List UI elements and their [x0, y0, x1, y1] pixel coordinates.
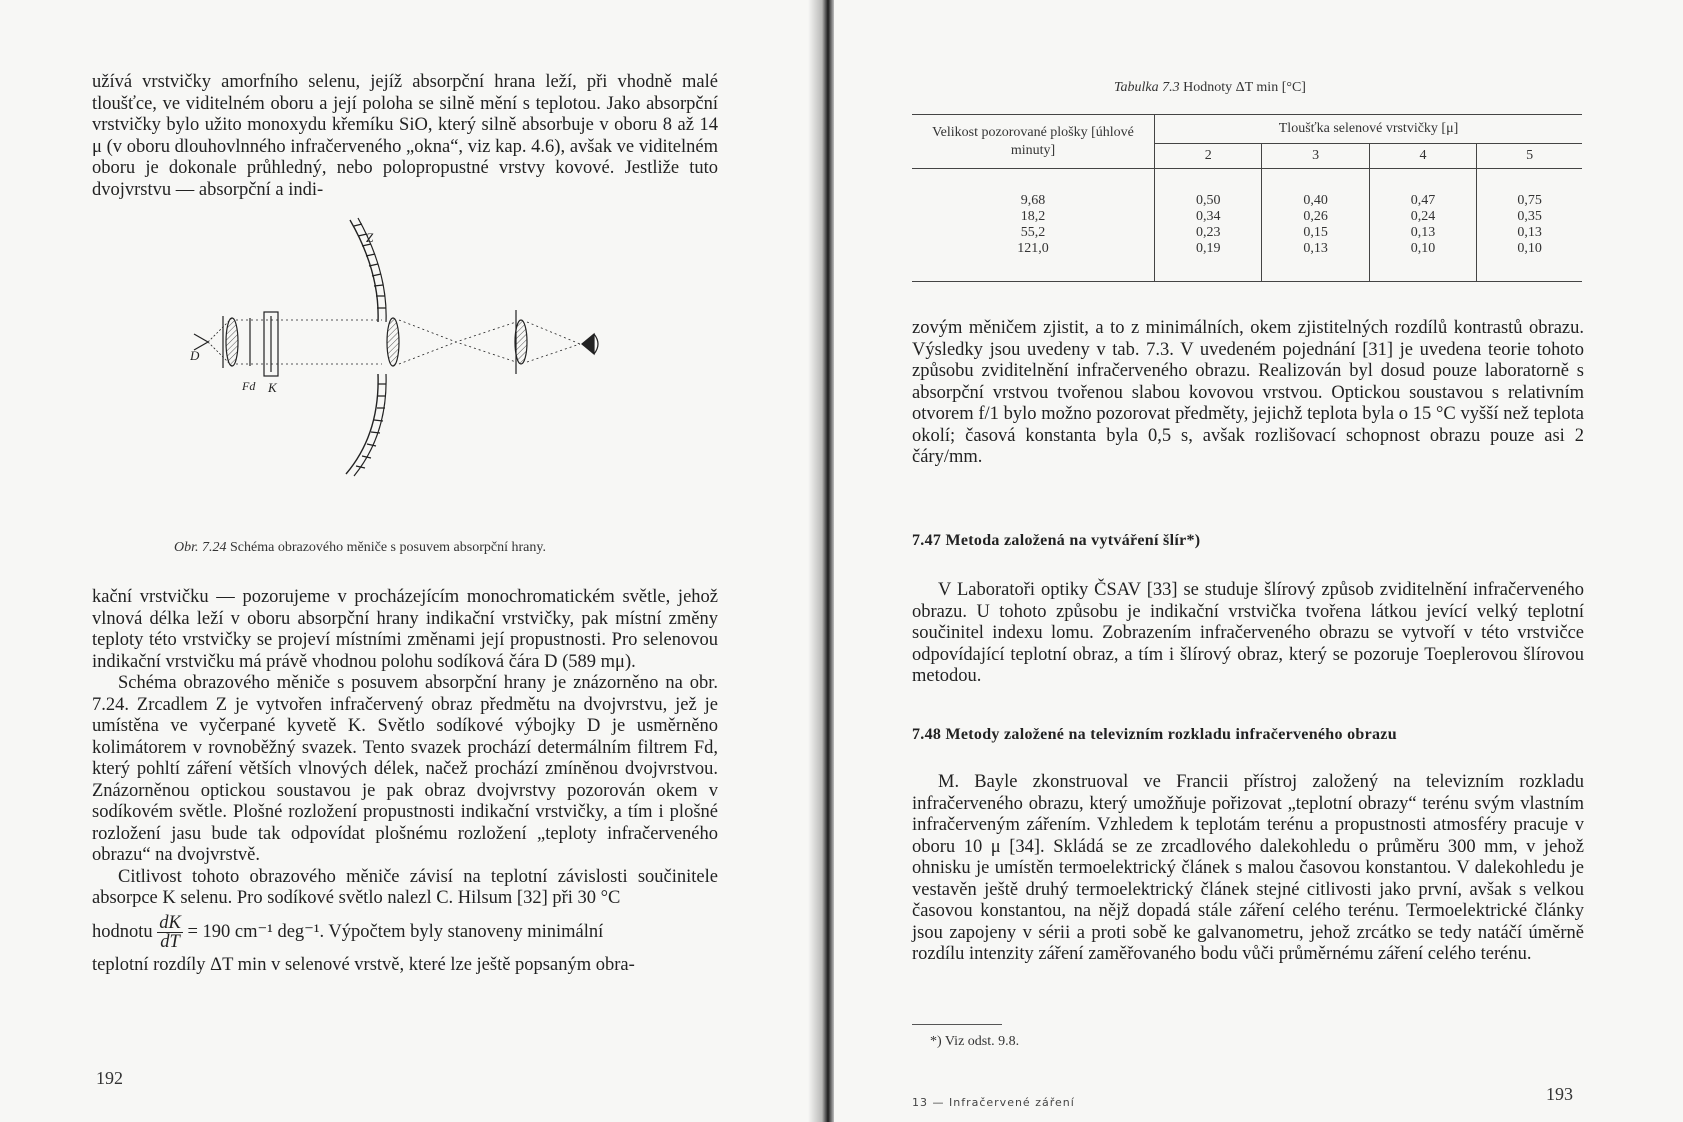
right-page: [834, 0, 1683, 1122]
optical-schematic-figure: [190, 212, 630, 487]
figure-label-k: K: [268, 380, 277, 395]
paragraph-right-2: V Laboratoři optiky ČSAV [33] se studuje šlírový způsob zviditelnění infračerveného obrazu. U tohoto způsobu je indikační vrstvička tvořena látkou jevící velký teplotní součinitel indexu lomu. Zobrazením infračerveného obrazu se vytvoří v této vrstvičce odpovídající teplotní obraz, a tím i šlírový obraz, který se pozoruje Toeplerovou šlírovou metodou.: [912, 580, 1584, 686]
paragraph-1: kační vrstvičku — pozorujeme v procházejícím monochromatickém světle, jehož vlnová délka leží v oboru absorpční hrany indikační vrstvičky, pak místní změny teploty této vrstvičky se projeví místními změnami její propustnosti. Pro selenovou indikační vrstvičku má právě vhodnou polohu sodíková čára D (589 mμ).: [92, 587, 718, 672]
formula-line: [92, 914, 718, 951]
table-cell: 0,13: [1303, 241, 1328, 256]
table-body-col1: [912, 169, 1155, 282]
table-subheader-4: 4: [1369, 144, 1476, 169]
footnote-rule: [912, 1024, 1002, 1025]
figure-caption-label: Obr. 7.24: [174, 540, 227, 555]
paragraph-right-1: zovým měničem zjistit, a to z minimálních, okem zjistitelných rozdílů kontrastů obrazu. Výsledky jsou uvedeny v tab. 7.3. V uvedeném pojednání [31] je uvedena teorie tohoto způsobu zviditelnění infračerveného obrazu. Realizován byl dosud pouze laboratorně s absorpční vrstvou tvořenou slabou kovovou vrstvou. Optickou soustavou s relativním otvorem f/1 bylo možno pozorovat předměty, jejichž teplota byla o 15 °C vyšší než teplota okolí; časová konstanta byla 0,5 s, avšak rozlišovací schopnost obrazu pouze asi 2 čáry/mm.: [912, 318, 1584, 467]
formula-suffix: = 190 cm⁻¹ deg⁻¹. Výpočtem byly stanoveny minimální: [187, 921, 604, 942]
table-cell: 18,2: [1020, 209, 1046, 224]
footnote: *) Viz odst. 9.8.: [930, 1034, 1020, 1049]
figure-label-z: Z: [366, 230, 374, 245]
formula-numerator: dK: [159, 912, 181, 933]
formula-prefix: hodnotu: [92, 921, 153, 942]
table-body-col2: [1155, 169, 1262, 282]
table-cell: 0,13: [1517, 225, 1542, 240]
table-cell: 0,15: [1303, 225, 1328, 240]
table-cell: 0,35: [1517, 209, 1542, 224]
table-cell: 0,10: [1410, 241, 1436, 256]
table-cell: 121,0: [1017, 241, 1049, 256]
table-group-header: Tloušťka selenové vrstvičky [μ]: [1155, 115, 1583, 144]
figure-label-d: D: [190, 348, 200, 363]
table-cell: 0,23: [1195, 225, 1221, 240]
table-cell: 0,24: [1410, 209, 1436, 224]
body-text-right-top: [912, 318, 1584, 469]
paragraph-last: teplotní rozdíly ΔT min v selenové vrstvě, které lze ještě popsaným obra-: [92, 954, 635, 975]
table-cell: 0,26: [1303, 209, 1328, 224]
table-col1-header: Velikost pozorované plošky [úhlové minuty]: [932, 124, 1134, 158]
table-cell: 0,13: [1410, 225, 1436, 240]
left-page: [0, 0, 826, 1122]
table-subheader-3: 3: [1262, 144, 1369, 169]
table-cell: 55,2: [1020, 225, 1046, 240]
page-number-left: 192: [96, 1068, 123, 1088]
table-cell: 0,47: [1410, 193, 1436, 208]
chapter-footer: 13 — Infračervené záření: [912, 1096, 1075, 1109]
table-body-col5: [1477, 169, 1582, 282]
table-cell: 0,10: [1517, 241, 1542, 256]
table-caption: [1114, 80, 1306, 96]
table-subheader-5: 5: [1477, 144, 1582, 169]
figure-label-fd: Fd: [242, 379, 256, 393]
table-caption-label: Tabulka 7.3: [1114, 80, 1180, 95]
table-cell: 0,40: [1303, 193, 1328, 208]
paragraph-right-3: M. Bayle zkonstruoval ve Francii přístroj založený na televizním rozkladu infračerveného obrazu, který umožňuje pořizovat „teplotní obrazy“ terénu svým vlastním infračerveným zářením. Vzhledem k teplotám terénu a propustnosti atmosféry pracuje v oboru 10 μ [34]. Skládá se ze zrcadlového dalekohledu o průměru 300 mm, v jehož ohnisku je umístěn termoelektrický článek s malou časovou konstantou. V dalekohledu je vestavěn ještě druhý termoelektrický článek stejné citlivosti jako první, avšak s velkou časovou konstantou, na nějž dopadá stále záření celého terénu. Termoelektrické články jsou zapojeny v sérii a proti sobě ke galvanometru, jehož zrcátko se tedy natáčí úměrně rozdílu intenzity záření zaměřovaného bodu vůči průměrnému záření celého terénu.: [912, 772, 1584, 964]
paragraph-top: [92, 72, 718, 201]
figure-caption-text: Schéma obrazového měniče s posuvem absorpční hrany.: [230, 540, 546, 555]
table-cell: 0,34: [1195, 209, 1221, 224]
section-heading-7-48: 7.48 Metody založené na televizním rozkladu infračerveného obrazu: [912, 726, 1397, 743]
table-cell: 0,75: [1517, 193, 1542, 208]
table-body-col3: [1262, 169, 1369, 282]
page-number-right: 193: [1546, 1084, 1573, 1104]
body-text-left: [92, 587, 718, 976]
section-heading-7-47: 7.47 Metoda založená na vytváření šlír*): [912, 532, 1201, 549]
paragraph-3: Citlivost tohoto obrazového měniče závisí na teplotní závislosti součinitele absorpce K selenu. Pro sodíkové světlo nalezl C. Hilsum [32] při 30 °C: [92, 866, 718, 908]
formula-denominator: dT: [160, 931, 180, 952]
table-caption-text: Hodnoty ΔT min [°C]: [1183, 80, 1306, 95]
formula-fraction: [157, 914, 183, 951]
figure-caption: [174, 540, 546, 556]
table-body-col4: [1369, 169, 1476, 282]
data-table: [912, 114, 1582, 282]
table-cell: 0,50: [1195, 193, 1221, 208]
table-cell: 0,19: [1195, 241, 1221, 256]
body-text-right-bottom: [912, 772, 1584, 966]
paragraph-top-text: užívá vrstvičky amorfního selenu, jejíž absorpční hrana leží, při vhodně malé tloušťce, ve viditelném oboru a její poloha se silně mění s teplotou. Jako absorpční vrstvičky bylo užito monoxydu křemíku SiO, který silně absorbuje v oboru 8 až 14 μ (v oboru dlouhovlnného infračerveného „okna“, viz kap. 4.6), avšak ve viditelném oboru je dokonale průhledný, nebo polopropustné vrstvy kovové. Jestliže tuto dvojvrstvu — absorpční a indi-: [92, 72, 718, 200]
paragraph-2: Schéma obrazového měniče s posuvem absorpční hrany je znázorněno na obr. 7.24. Zrcadlem Z je vytvořen infračervený obraz předmětu na dvojvrstvu, jež je umístěna ve vyčerpané kyvetě K. Světlo sodíkové výbojky D je usměrněno kolimátorem v rovnoběžný svazek. Tento svazek prochází determálním filtrem Fd, který pohltí záření větších vlnových délek, načež prochází zmíněnou dvojvrstvou. Znázorněnou optickou soustavou je pak obraz dvojvrstvy pozorován okem v sodíkovém světle. Plošné rozložení propustnosti indikační vrstvičky, a tím i plošné rozložení jasu bude tak odpovídat plošnému rozložení „teploty infračerveného obrazu“ na dvojvrstvě.: [92, 673, 718, 865]
table-subheader-2: 2: [1155, 144, 1262, 169]
table-cell: 9,68: [1020, 193, 1046, 208]
body-text-right-mid: [912, 580, 1584, 688]
